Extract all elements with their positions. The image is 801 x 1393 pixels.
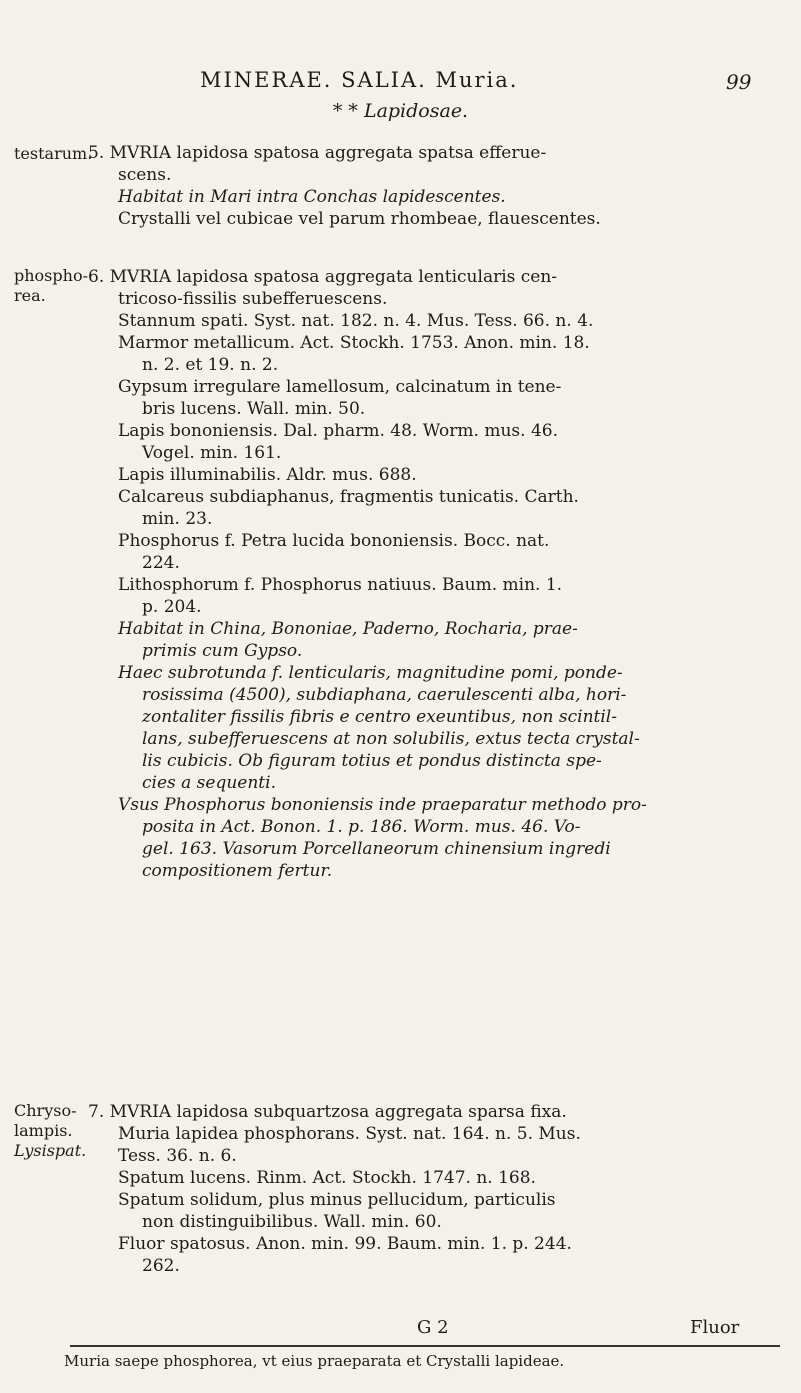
entry-6-line: Haec subrotunda f. lenticularis, magnitudine pomi, ponde- [118,663,623,683]
signature-line [0,1317,801,1339]
margin-note-phosphorea: phospho- rea. [14,266,88,305]
entry-6-line: lis cubicis. Ob figuram totius et pondus distincta spe- [142,751,602,771]
entry-6-line: min. 23. [142,509,213,529]
entry-5-line: 5. MVRIA lapidosa spatosa aggregata spatsa efferue- [88,143,547,163]
entry-6-line: rosissima (4500), subdiaphana, caerulescenti alba, hori- [142,685,627,705]
margin-note-testarum: testarum. [14,144,93,163]
entry-7-line: non distinguibilibus. Wall. min. 60. [142,1212,442,1232]
header-title: MINERAE. SALIA. Muria. [200,68,519,92]
entry-6-line: n. 2. et 19. n. 2. [142,355,279,375]
entry-7-line: 262. [142,1256,180,1276]
footnote-rule [70,1345,780,1347]
entry-6-line: tricoso-fissilis subefferuescens. [118,289,388,309]
entry-6-line: Gypsum irregulare lamellosum, calcinatum in tene- [118,377,562,397]
entry-6-line: Calcareus subdiaphanus, fragmentis tunicatis. Carth. [118,487,579,507]
page-number: 99 [726,70,752,94]
subsection-heading: * * Lapidosae. [332,100,469,122]
entry-7 [88,1101,778,1277]
entry-6-line: Vsus Phosphorus bononiensis inde praeparatur methodo pro- [118,795,647,815]
entry-6 [88,266,778,882]
entry-6-line: gel. 163. Vasorum Porcellaneorum chinensium ingredi [142,839,611,859]
entry-7-line: Spatum lucens. Rinm. Act. Stockh. 1747. n. 168. [118,1168,536,1188]
entry-7-line: Spatum solidum, plus minus pellucidum, particulis [118,1190,556,1210]
entry-6-line: primis cum Gypso. [142,641,303,661]
entry-6-line: zontaliter fissilis fibris e centro exeuntibus, non scintil- [142,707,617,727]
entry-6-line: p. 204. [142,597,202,617]
running-header [0,68,801,98]
entry-5-line: scens. [118,165,172,185]
entry-5 [88,142,778,230]
entry-6-line: compositionem fertur. [142,861,333,881]
entry-6-line: 224. [142,553,180,573]
entry-7-line: 7. MVRIA lapidosa subquartzosa aggregata sparsa fixa. [88,1102,567,1122]
entry-7-line: Fluor spatosus. Anon. min. 99. Baum. min. 1. p. 244. [118,1234,572,1254]
entry-5-line: Habitat in Mari intra Conchas lapidescentes. [118,187,506,207]
entry-6-line: Lithosphorum f. Phosphorus natiuus. Baum. min. 1. [118,575,563,595]
entry-6-line: Lapis illuminabilis. Aldr. mus. 688. [118,465,417,485]
entry-6-line: Vogel. min. 161. [142,443,282,463]
entry-6-line: Phosphorus f. Petra lucida bononiensis. Bocc. nat. [118,531,550,551]
entry-6-line: lans, subefferuescens at non solubilis, extus tecta crystal- [142,729,640,749]
entry-6-line: bris lucens. Wall. min. 50. [142,399,366,419]
entry-6-line: Habitat in China, Bononiae, Paderno, Rocharia, prae- [118,619,578,639]
entry-6-line: posita in Act. Bonon. 1. p. 186. Worm. mus. 46. Vo- [142,817,581,837]
entry-6-line: Lapis bononiensis. Dal. pharm. 48. Worm. mus. 46. [118,421,558,441]
footnote: Muria saepe phosphorea, vt eius praeparata et Crystalli lapideae. [64,1352,565,1370]
entry-6-line: Stannum spati. Syst. nat. 182. n. 4. Mus. Tess. 66. n. 4. [118,311,594,331]
entry-6-line: Marmor metallicum. Act. Stockh. 1753. Anon. min. 18. [118,333,590,353]
entry-6-line: 6. MVRIA lapidosa spatosa aggregata lenticularis cen- [88,267,558,287]
entry-5-line: Crystalli vel cubicae vel parum rhombeae, flauescentes. [118,209,601,229]
catchword: Fluor [690,1317,740,1338]
entry-7-line: Muria lapidea phosphorans. Syst. nat. 164. n. 5. Mus. [118,1124,581,1144]
signature-mark: G 2 [417,1317,449,1338]
entry-7-line: Tess. 36. n. 6. [118,1146,237,1166]
margin-note-chrysolampis: Chryso- lampis. Lysispat. [14,1101,87,1160]
entry-6-line: cies a sequenti. [142,773,276,793]
